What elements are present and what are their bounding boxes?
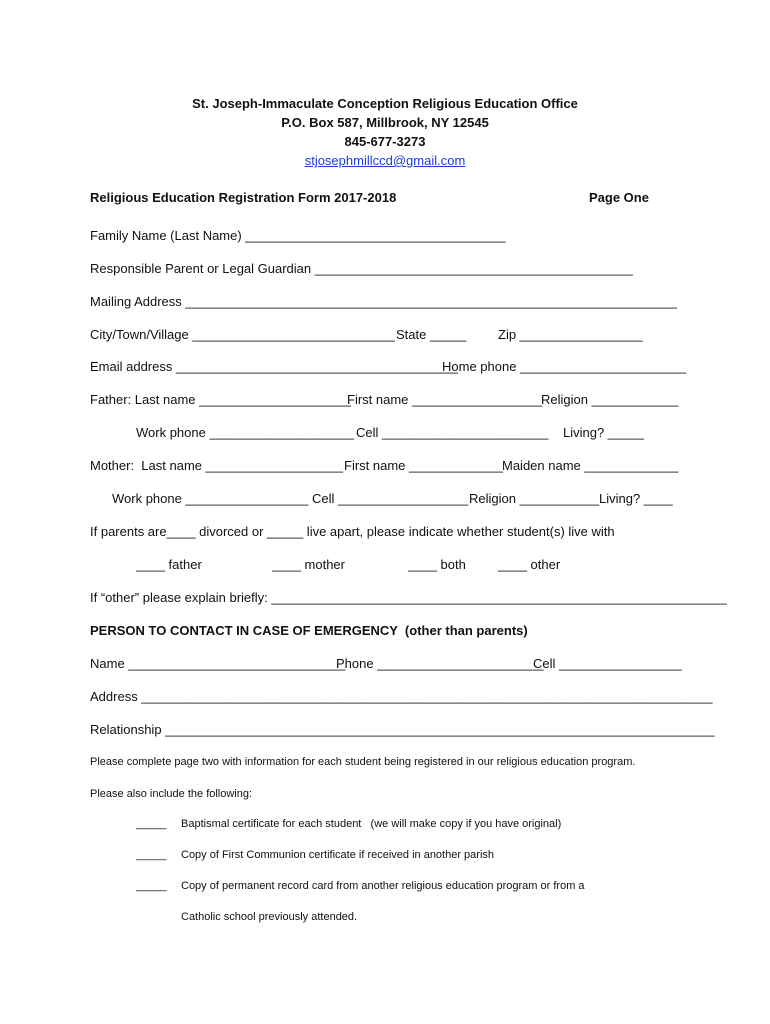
page-two-instruction: Please complete page two with information for each student being registered in our religious education program.: [90, 756, 636, 768]
city-field[interactable]: City/Town/Village ____________________________: [90, 327, 395, 342]
emergency-phone-field[interactable]: Phone _______________________: [336, 656, 544, 671]
father-cell-field[interactable]: Cell _______________________: [356, 425, 549, 440]
emergency-name-field[interactable]: Name ______________________________: [90, 656, 346, 671]
state-field[interactable]: State _____: [396, 327, 467, 342]
other-explain-field[interactable]: If “other” please explain briefly: _______________________________________________________________: [90, 590, 727, 605]
office-phone: 845-677-3273: [344, 134, 426, 149]
zip-field[interactable]: Zip _________________: [498, 327, 643, 342]
emergency-relationship-field[interactable]: Relationship ____________________________________________________________________________: [90, 722, 715, 737]
mother-cell-field[interactable]: Cell __________________: [312, 491, 469, 506]
include-instruction: Please also include the following:: [90, 788, 253, 800]
father-work-phone-field[interactable]: Work phone ____________________: [136, 425, 355, 440]
checklist-item-communion: Copy of First Communion certificate if received in another parish: [181, 849, 495, 861]
lives-with-both-option[interactable]: ____ both: [408, 557, 466, 572]
mother-religion-field[interactable]: Religion ___________: [469, 491, 600, 506]
parents-status-field[interactable]: If parents are____ divorced or _____ live apart, please indicate whether student(s) live with: [90, 524, 615, 539]
office-email-wrapper: [0, 151, 770, 170]
guardian-field[interactable]: Responsible Parent or Legal Guardian ____________________________________________: [90, 261, 633, 276]
father-last-name-field[interactable]: Father: Last name _____________________: [90, 392, 351, 407]
mother-work-phone-field[interactable]: Work phone _________________: [112, 491, 309, 506]
lives-with-father-option[interactable]: ____ father: [136, 557, 202, 572]
emergency-cell-field[interactable]: Cell _________________: [533, 656, 682, 671]
mother-last-name-field[interactable]: Mother: Last name ___________________: [90, 458, 343, 473]
email-field[interactable]: Email address _______________________________________: [90, 359, 458, 374]
form-title: Religious Education Registration Form 2017-2018: [90, 190, 397, 205]
family-name-field[interactable]: Family Name (Last Name) ____________________________________: [90, 228, 506, 243]
father-living-field[interactable]: Living? _____: [563, 425, 644, 440]
father-first-name-field[interactable]: First name __________________: [347, 392, 543, 407]
checklist-blank-3[interactable]: _____: [136, 880, 167, 892]
checklist-item-record-card: Copy of permanent record card from another religious education program or from a: [181, 880, 585, 892]
office-address: P.O. Box 587, Millbrook, NY 12545: [281, 115, 489, 130]
mother-maiden-name-field[interactable]: Maiden name _____________: [502, 458, 679, 473]
emergency-address-field[interactable]: Address _______________________________________________________________________________: [90, 689, 713, 704]
lives-with-mother-option[interactable]: ____ mother: [272, 557, 345, 572]
checklist-item-record-card-cont: Catholic school previously attended.: [181, 911, 358, 923]
emergency-heading: PERSON TO CONTACT IN CASE OF EMERGENCY (other than parents): [90, 623, 528, 638]
mother-living-field[interactable]: Living? ____: [599, 491, 673, 506]
mailing-address-field[interactable]: Mailing Address ____________________________________________________________________: [90, 294, 678, 309]
office-email-link[interactable]: stjosephmillccd@gmail.com: [304, 153, 466, 168]
page-label: Page One: [589, 190, 649, 205]
home-phone-field[interactable]: Home phone _______________________: [442, 359, 687, 374]
checklist-item-baptismal: Baptismal certificate for each student (we will make copy if you have original): [181, 818, 562, 830]
checklist-blank-2[interactable]: _____: [136, 849, 167, 861]
checklist-blank-1[interactable]: _____: [136, 818, 167, 830]
lives-with-other-option[interactable]: ____ other: [498, 557, 561, 572]
father-religion-field[interactable]: Religion ____________: [541, 392, 679, 407]
office-name: St. Joseph-Immaculate Conception Religious Education Office: [192, 96, 578, 111]
mother-first-name-field[interactable]: First name _____________: [344, 458, 504, 473]
